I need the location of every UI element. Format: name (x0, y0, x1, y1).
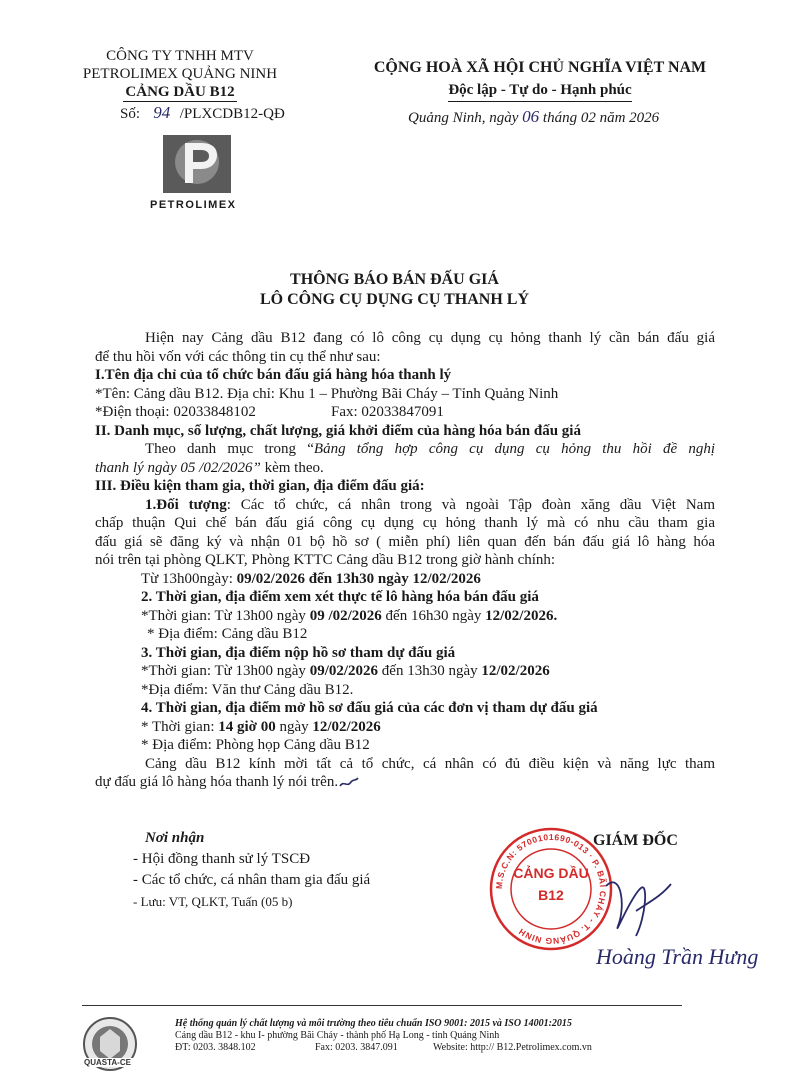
section2-table-name: Bảng tổng hợp công cụ dụng cụ hỏng thu hồi đề nghị (313, 441, 716, 457)
title-line1: THÔNG BÁO BÁN ĐẤU GIÁ (290, 271, 499, 288)
section3-3-place: *Địa điểm: Văn thư Cảng dầu B12. (141, 681, 354, 698)
section3-1-line3: đấu giá sẽ đăng ký và nhận 01 bộ hồ sơ ( miễn phí) liên quan đến bán đấu giá lô hàng hóa (95, 533, 715, 550)
recipient-item: - Lưu: VT, QLKT, Tuấn (05 b) (133, 894, 293, 909)
closing-text: dự đấu giá lô hàng hóa thanh lý nói trên. (95, 774, 339, 790)
section3-1-line1 (95, 496, 715, 515)
section3-1-line2: chấp thuận Qui chế bán đấu giá công cụ dụng cụ hỏng thanh lý mà có nhu cầu tham gia (95, 515, 715, 531)
section3-2-time (95, 607, 715, 626)
unit-name: CẢNG DẦU B12 (125, 84, 235, 100)
section3-4-heading: 4. Thời gian, địa điểm mở hồ sơ đấu giá của các đơn vị tham dự đấu giá (141, 700, 598, 716)
section3-4-place: * Địa điểm: Phòng họp Cảng dầu B12 (141, 737, 370, 753)
section2-suffix: kèm theo. (260, 459, 324, 476)
section3-2-time-a: *Thời gian: Từ 13h00 ngày (141, 607, 310, 624)
footer-info (175, 1018, 592, 1054)
section3-2-heading: 2. Thời gian, địa điểm xem xét thực tế lô hàng hóa bán đấu giá (141, 589, 539, 605)
section3-2-time-c: đến 16h30 ngày (381, 607, 486, 624)
footer-divider (82, 1005, 682, 1006)
section3-heading: III. Điều kiện tham gia, thời gian, địa điểm đấu giá: (95, 478, 425, 494)
signature-title: GIÁM ĐỐC (593, 832, 678, 849)
header-left (60, 47, 300, 102)
section3-3-time-d: 12/02/2026 (481, 663, 550, 679)
document-body (95, 329, 715, 792)
section3-1-time-prefix: Từ 13h00ngày: (141, 570, 237, 587)
footer-website: Website: http:// B12.Petrolimex.com.vn (433, 1042, 592, 1053)
section3-2-time-b: 09 /02/2026 (309, 607, 382, 624)
national-motto: Độc lập - Tự do - Hạnh phúc (448, 79, 631, 102)
section3-3-time-c: đến 13h30 ngày (378, 663, 482, 679)
section3-4-time-c: ngày (275, 718, 313, 735)
section1-fax: Fax: 02033847091 (331, 404, 444, 420)
document-title (0, 270, 789, 310)
section1-heading: I.Tên địa chỉ của tổ chức bán đấu giá hàng hóa thanh lý (95, 367, 452, 383)
number-code: /PLXCDB12-QĐ (179, 106, 285, 122)
handwritten-signature-icon (596, 866, 676, 946)
petrolimex-logo-icon (163, 135, 231, 193)
company-name-line2: PETROLIMEX QUẢNG NINH (82, 66, 278, 82)
section3-4-time-d: 12/02/2026 (312, 718, 381, 735)
section2-heading: II. Danh mục, số lượng, chất lượng, giá khởi điểm của hàng hóa bán đấu giá (95, 422, 581, 439)
title-line2: LÔ CÔNG CỤ DỤNG CỤ THANH LÝ (259, 291, 530, 308)
section3-2-place: * Địa điểm: Cảng dầu B12 (147, 626, 308, 642)
section3-4-time (95, 718, 715, 737)
section3-3-heading: 3. Thời gian, địa điểm nộp hồ sơ tham dự đấu giá (141, 644, 456, 661)
section2-table-date: thanh lý ngày 05 /02/2026” (95, 459, 261, 476)
recipients-block (133, 828, 370, 912)
date-suffix: tháng 02 năm 2026 (542, 110, 660, 126)
header-right (355, 57, 725, 102)
number-label: Số: (120, 106, 141, 122)
stamp-center (501, 862, 601, 906)
section3-3-time (95, 662, 715, 681)
section3-1-time (95, 570, 715, 589)
intro-line1: Hiện nay Cảng dầu B12 đang có lô công cụ dụng cụ hỏng thanh lý cần bán đấu giá (145, 330, 715, 346)
recipients-label: Nơi nhận (145, 830, 205, 846)
initial-mark-icon (338, 776, 360, 790)
issue-date (408, 107, 659, 127)
stamp-ring-text: M.S.C.N: 5700101690-013 · P. BÃI CHÁY - T. QUẢNG NINH (493, 831, 609, 947)
recipient-item: - Hội đồng thanh sử lý TSCĐ (133, 851, 311, 867)
footer-fax: Fax: 0203. 3847.091 (315, 1042, 398, 1053)
section3-2-time-d: 12/02/2026. (485, 607, 558, 624)
section3-3-time-a: *Thời gian: Từ 13h00 ngày (141, 663, 310, 679)
company-name-line1: CÔNG TY TNHH MTV (106, 48, 254, 64)
section3-4-time-b: 14 giờ 00 (218, 718, 276, 735)
number-handwritten: 94 (153, 103, 171, 122)
footer-address: Cảng dầu B12 - khu I- phường Bãi Cháy - thành phố Hạ Long - tỉnh Quảng Ninh (175, 1030, 500, 1041)
document-number (120, 103, 285, 123)
logo-caption: PETROLIMEX (150, 199, 237, 211)
section3-1-text: : Các tổ chức, cá nhân trong và ngoài Tập đoàn xăng dầu Việt Nam (226, 496, 715, 513)
section2-line2 (95, 459, 715, 478)
stamp-center-line1: CẢNG DẦU (513, 865, 589, 881)
recipient-item: - Các tổ chức, cá nhân tham gia đấu giá (133, 872, 371, 888)
date-prefix: Quảng Ninh, ngày (408, 110, 519, 126)
intro-line2: để thu hồi vốn với các thông tin cụ thể như sau: (95, 348, 381, 365)
section3-1-time-range: 09/02/2026 đến 13h30 ngày 12/02/2026 (236, 570, 481, 587)
closing-line1: Cảng dầu B12 kính mời tất cả tổ chức, cá nhân có đủ điều kiện và năng lực tham (145, 755, 715, 772)
closing-line2 (95, 773, 715, 792)
footer-contacts (175, 1042, 592, 1054)
date-day-handwritten: 06 (522, 107, 540, 126)
quasta-caption: QUASTA-CE (84, 1058, 131, 1067)
section3-3-time-b: 09/02/2026 (309, 663, 379, 679)
section2-line1 (95, 440, 715, 459)
section1-name-address: *Tên: Cảng dầu B12. Địa chỉ: Khu 1 – Phường Bãi Cháy – Tỉnh Quảng Ninh (95, 385, 559, 402)
section3-4-time-a: * Thời gian: (141, 718, 219, 735)
signer-name: Hoàng Trần Hưng (596, 944, 759, 969)
national-title: CỘNG HOÀ XÃ HỘI CHỦ NGHĨA VIỆT NAM (373, 59, 707, 76)
section1-phone: *Điện thoại: 02033848102 (95, 404, 256, 420)
footer-iso: Hệ thống quản lý chất lượng và môi trường theo tiêu chuẩn ISO 9001: 2015 và ISO 14001:2015 (175, 1018, 572, 1029)
footer-phone: ĐT: 0203. 3848.102 (175, 1042, 256, 1053)
section3-1-line4: nói trên tại phòng QLKT, Phòng KTTC Cảng dầu B12 trong giờ hành chính: (95, 552, 556, 568)
section1-contacts (95, 403, 715, 422)
stamp-center-line2: B12 (538, 887, 564, 903)
section3-1-label: 1.Đối tượng (145, 496, 227, 513)
section2-prefix: Theo danh mục trong “ (145, 441, 314, 457)
